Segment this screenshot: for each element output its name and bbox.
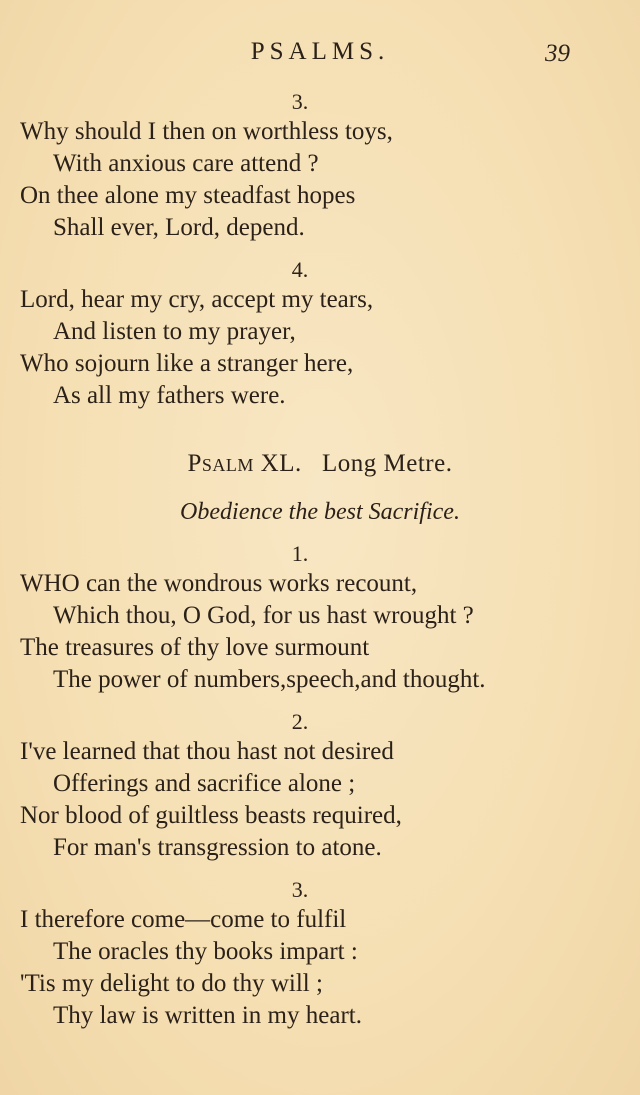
verse-line: I've learned that thou hast not desired — [20, 738, 394, 765]
psalm-stanza-3 — [20, 876, 620, 1032]
psalm-stanza-2 — [20, 708, 620, 864]
psalm-title — [20, 448, 620, 480]
verse-line: Why should I then on worthless toys, — [20, 118, 393, 145]
verse-line: And listen to my prayer, — [53, 318, 296, 345]
verse-line: The treasures of thy love surmount — [20, 634, 370, 661]
verse-line: WHO can the wondrous works recount, — [20, 570, 418, 597]
verse-line: Who sojourn like a stranger here, — [20, 350, 354, 377]
verse-line: Which thou, O God, for us hast wrought ? — [53, 602, 474, 629]
stanza-number: 1. — [291, 541, 309, 566]
verse-line: Offerings and sacrifice alone ; — [53, 770, 356, 797]
psalm-metre: Long Metre. — [322, 450, 453, 477]
psalm-subtitle: Obedience the best Sacrifice. — [180, 499, 460, 525]
verse-line: For man's transgression to atone. — [53, 834, 382, 861]
verse-line: With anxious care attend ? — [53, 150, 319, 177]
stanza-number: 4. — [291, 257, 309, 282]
stanza-number: 3. — [291, 89, 309, 114]
verse-line: I therefore come—come to fulfil — [20, 906, 347, 933]
stanza-number: 3. — [291, 877, 309, 902]
running-head: PSALMS. — [250, 38, 390, 65]
page-header — [0, 38, 640, 72]
verse-line: Nor blood of guiltless beasts required, — [20, 802, 402, 829]
stanza-4 — [20, 256, 620, 412]
verse-line: Thy law is written in my heart. — [53, 1002, 362, 1029]
page-body — [20, 88, 620, 1032]
verse-line: On thee alone my steadfast hopes — [20, 182, 356, 209]
stanza-number: 2. — [291, 709, 309, 734]
verse-line: As all my fathers were. — [53, 382, 286, 409]
verse-line: 'Tis my delight to do thy will ; — [20, 970, 323, 997]
verse-line: The power of numbers,speech,and thought. — [53, 666, 486, 693]
page-number: 39 — [545, 40, 570, 67]
verse-line: Shall ever, Lord, depend. — [53, 214, 305, 241]
verse-line: The oracles thy books impart : — [53, 938, 358, 965]
psalm-number: Psalm XL. — [187, 450, 302, 477]
psalm-stanza-1 — [20, 540, 620, 696]
stanza-3 — [20, 88, 620, 244]
verse-line: Lord, hear my cry, accept my tears, — [20, 286, 374, 313]
